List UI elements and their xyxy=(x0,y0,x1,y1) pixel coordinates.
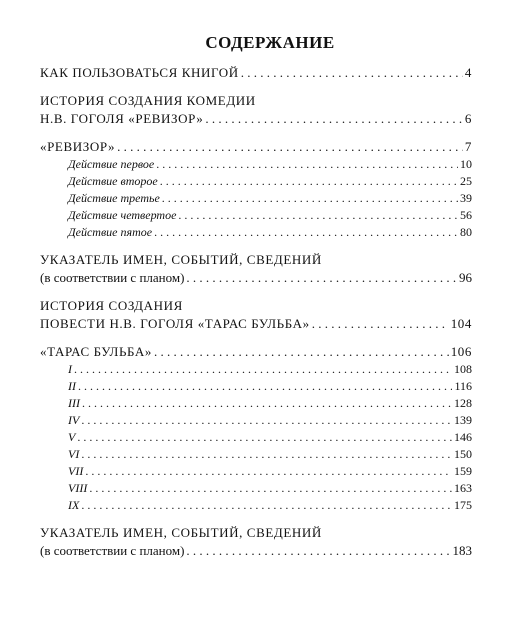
toc-subentry-page: 108 xyxy=(454,362,472,376)
toc-entry-page: 104 xyxy=(450,316,472,331)
toc-subentry-label: Действие третье xyxy=(68,191,160,205)
dot-leader xyxy=(85,463,452,480)
toc-entry-heading xyxy=(40,297,472,315)
toc-subentry[interactable] xyxy=(40,463,472,480)
toc-subentry-page: 163 xyxy=(454,481,472,495)
toc-subentry-page: 25 xyxy=(460,174,472,188)
toc-subentry-page: 128 xyxy=(454,396,472,410)
toc-section xyxy=(40,92,472,128)
toc-subentry-label: III xyxy=(68,396,80,410)
toc-subentry-page: 150 xyxy=(454,447,472,461)
dot-leader xyxy=(117,138,463,156)
toc-section xyxy=(40,343,472,514)
toc-subentry-page: 116 xyxy=(454,379,472,393)
toc-subentry-label: VI xyxy=(68,447,80,461)
dot-leader xyxy=(312,315,449,333)
toc-subentry[interactable] xyxy=(40,395,472,412)
toc-subentry[interactable] xyxy=(40,361,472,378)
dot-leader xyxy=(81,497,452,514)
toc-entry-heading xyxy=(40,524,472,542)
dot-leader xyxy=(186,269,457,287)
toc-subentry-page: 139 xyxy=(454,413,472,427)
toc-subentry-label: IV xyxy=(68,413,80,427)
toc-entry[interactable] xyxy=(40,315,472,333)
dot-leader xyxy=(81,412,452,429)
toc-subentry-page: 80 xyxy=(460,225,472,239)
toc-subentry[interactable] xyxy=(40,480,472,497)
toc-section xyxy=(40,297,472,333)
toc-section xyxy=(40,251,472,287)
toc-entry[interactable] xyxy=(40,269,472,287)
toc-entry-label: «ТАРАС БУЛЬБА» xyxy=(40,344,153,359)
toc-subentry[interactable] xyxy=(40,207,472,224)
toc-subentry[interactable] xyxy=(40,224,472,241)
toc-entry-label: (в соответствии с планом) xyxy=(40,543,185,558)
toc-subentry[interactable] xyxy=(40,173,472,190)
toc-entry-page: 96 xyxy=(459,270,472,285)
toc-subentry-label: VIII xyxy=(68,481,88,495)
dot-leader xyxy=(78,378,452,395)
toc-entry[interactable] xyxy=(40,542,472,560)
dot-leader xyxy=(162,190,458,207)
toc-entry-page: 6 xyxy=(464,111,472,126)
toc-subentry-page: 159 xyxy=(454,464,472,478)
toc-subentry[interactable] xyxy=(40,412,472,429)
toc-entry[interactable] xyxy=(40,110,472,128)
dot-leader xyxy=(186,542,450,560)
toc-subentry-label: I xyxy=(68,362,72,376)
toc-entry-label: Н.В. ГОГОЛЯ «РЕВИЗОР» xyxy=(40,111,204,126)
dot-leader xyxy=(156,156,458,173)
dot-leader xyxy=(77,429,452,446)
toc-subentry[interactable] xyxy=(40,156,472,173)
toc-subentry-page: 39 xyxy=(460,191,472,205)
toc-entry[interactable] xyxy=(40,343,472,361)
toc-entry[interactable] xyxy=(40,64,472,82)
toc-subentry[interactable] xyxy=(40,446,472,463)
toc-entry-label: УКАЗАТЕЛЬ ИМЕН, СОБЫТИЙ, СВЕДЕНИЙ xyxy=(40,252,322,267)
toc-subentry[interactable] xyxy=(40,190,472,207)
toc-subentry-label: Действие первое xyxy=(68,157,155,171)
toc-subentry-label: VII xyxy=(68,464,84,478)
toc-subentry-page: 10 xyxy=(460,157,472,171)
toc-subentry-label: V xyxy=(68,430,76,444)
toc-entry-label: «РЕВИЗОР» xyxy=(40,139,116,154)
toc-entry-heading xyxy=(40,92,472,110)
toc-entry-label: КАК ПОЛЬЗОВАТЬСЯ КНИГОЙ xyxy=(40,65,239,80)
toc-subentry-label: IX xyxy=(68,498,80,512)
dot-leader xyxy=(205,110,463,128)
toc-section xyxy=(40,138,472,241)
dot-leader xyxy=(160,173,458,190)
toc-subentry[interactable] xyxy=(40,429,472,446)
dot-leader xyxy=(154,343,449,361)
toc-subentry-label: II xyxy=(68,379,76,393)
page-title: СОДЕРЖАНИЕ xyxy=(205,33,335,52)
toc-entry-label: (в соответствии с планом) xyxy=(40,270,185,285)
dot-leader xyxy=(74,361,452,378)
toc-entry-heading xyxy=(40,251,472,269)
toc-entry-label: ПОВЕСТИ Н.В. ГОГОЛЯ «ТАРАС БУЛЬБА» xyxy=(40,316,310,331)
dot-leader xyxy=(241,64,463,82)
dot-leader xyxy=(81,446,452,463)
dot-leader xyxy=(82,395,452,412)
dot-leader xyxy=(178,207,458,224)
toc-entry-label: ИСТОРИЯ СОЗДАНИЯ КОМЕДИИ xyxy=(40,93,256,108)
toc-entry-page: 106 xyxy=(450,344,472,359)
dot-leader xyxy=(89,480,452,497)
toc-entry-page: 7 xyxy=(464,139,472,154)
toc-entry[interactable] xyxy=(40,138,472,156)
toc-entry-label: УКАЗАТЕЛЬ ИМЕН, СОБЫТИЙ, СВЕДЕНИЙ xyxy=(40,525,322,540)
toc-subentry[interactable] xyxy=(40,378,472,395)
toc-subentry-page: 56 xyxy=(460,208,472,222)
dot-leader xyxy=(154,224,458,241)
toc-entry-page: 4 xyxy=(464,65,472,80)
toc-entry-page: 183 xyxy=(452,543,472,558)
toc-entry-label: ИСТОРИЯ СОЗДАНИЯ xyxy=(40,298,183,313)
toc-section xyxy=(40,524,472,560)
toc-section xyxy=(40,64,472,82)
toc-subentry-page: 175 xyxy=(454,498,472,512)
toc-subentry-page: 146 xyxy=(454,430,472,444)
toc-subentry[interactable] xyxy=(40,497,472,514)
toc-subentry-label: Действие пятое xyxy=(68,225,153,239)
toc-subentry-label: Действие четвертое xyxy=(68,208,177,222)
toc-subentry-label: Действие второе xyxy=(68,174,158,188)
toc-page xyxy=(40,30,472,570)
